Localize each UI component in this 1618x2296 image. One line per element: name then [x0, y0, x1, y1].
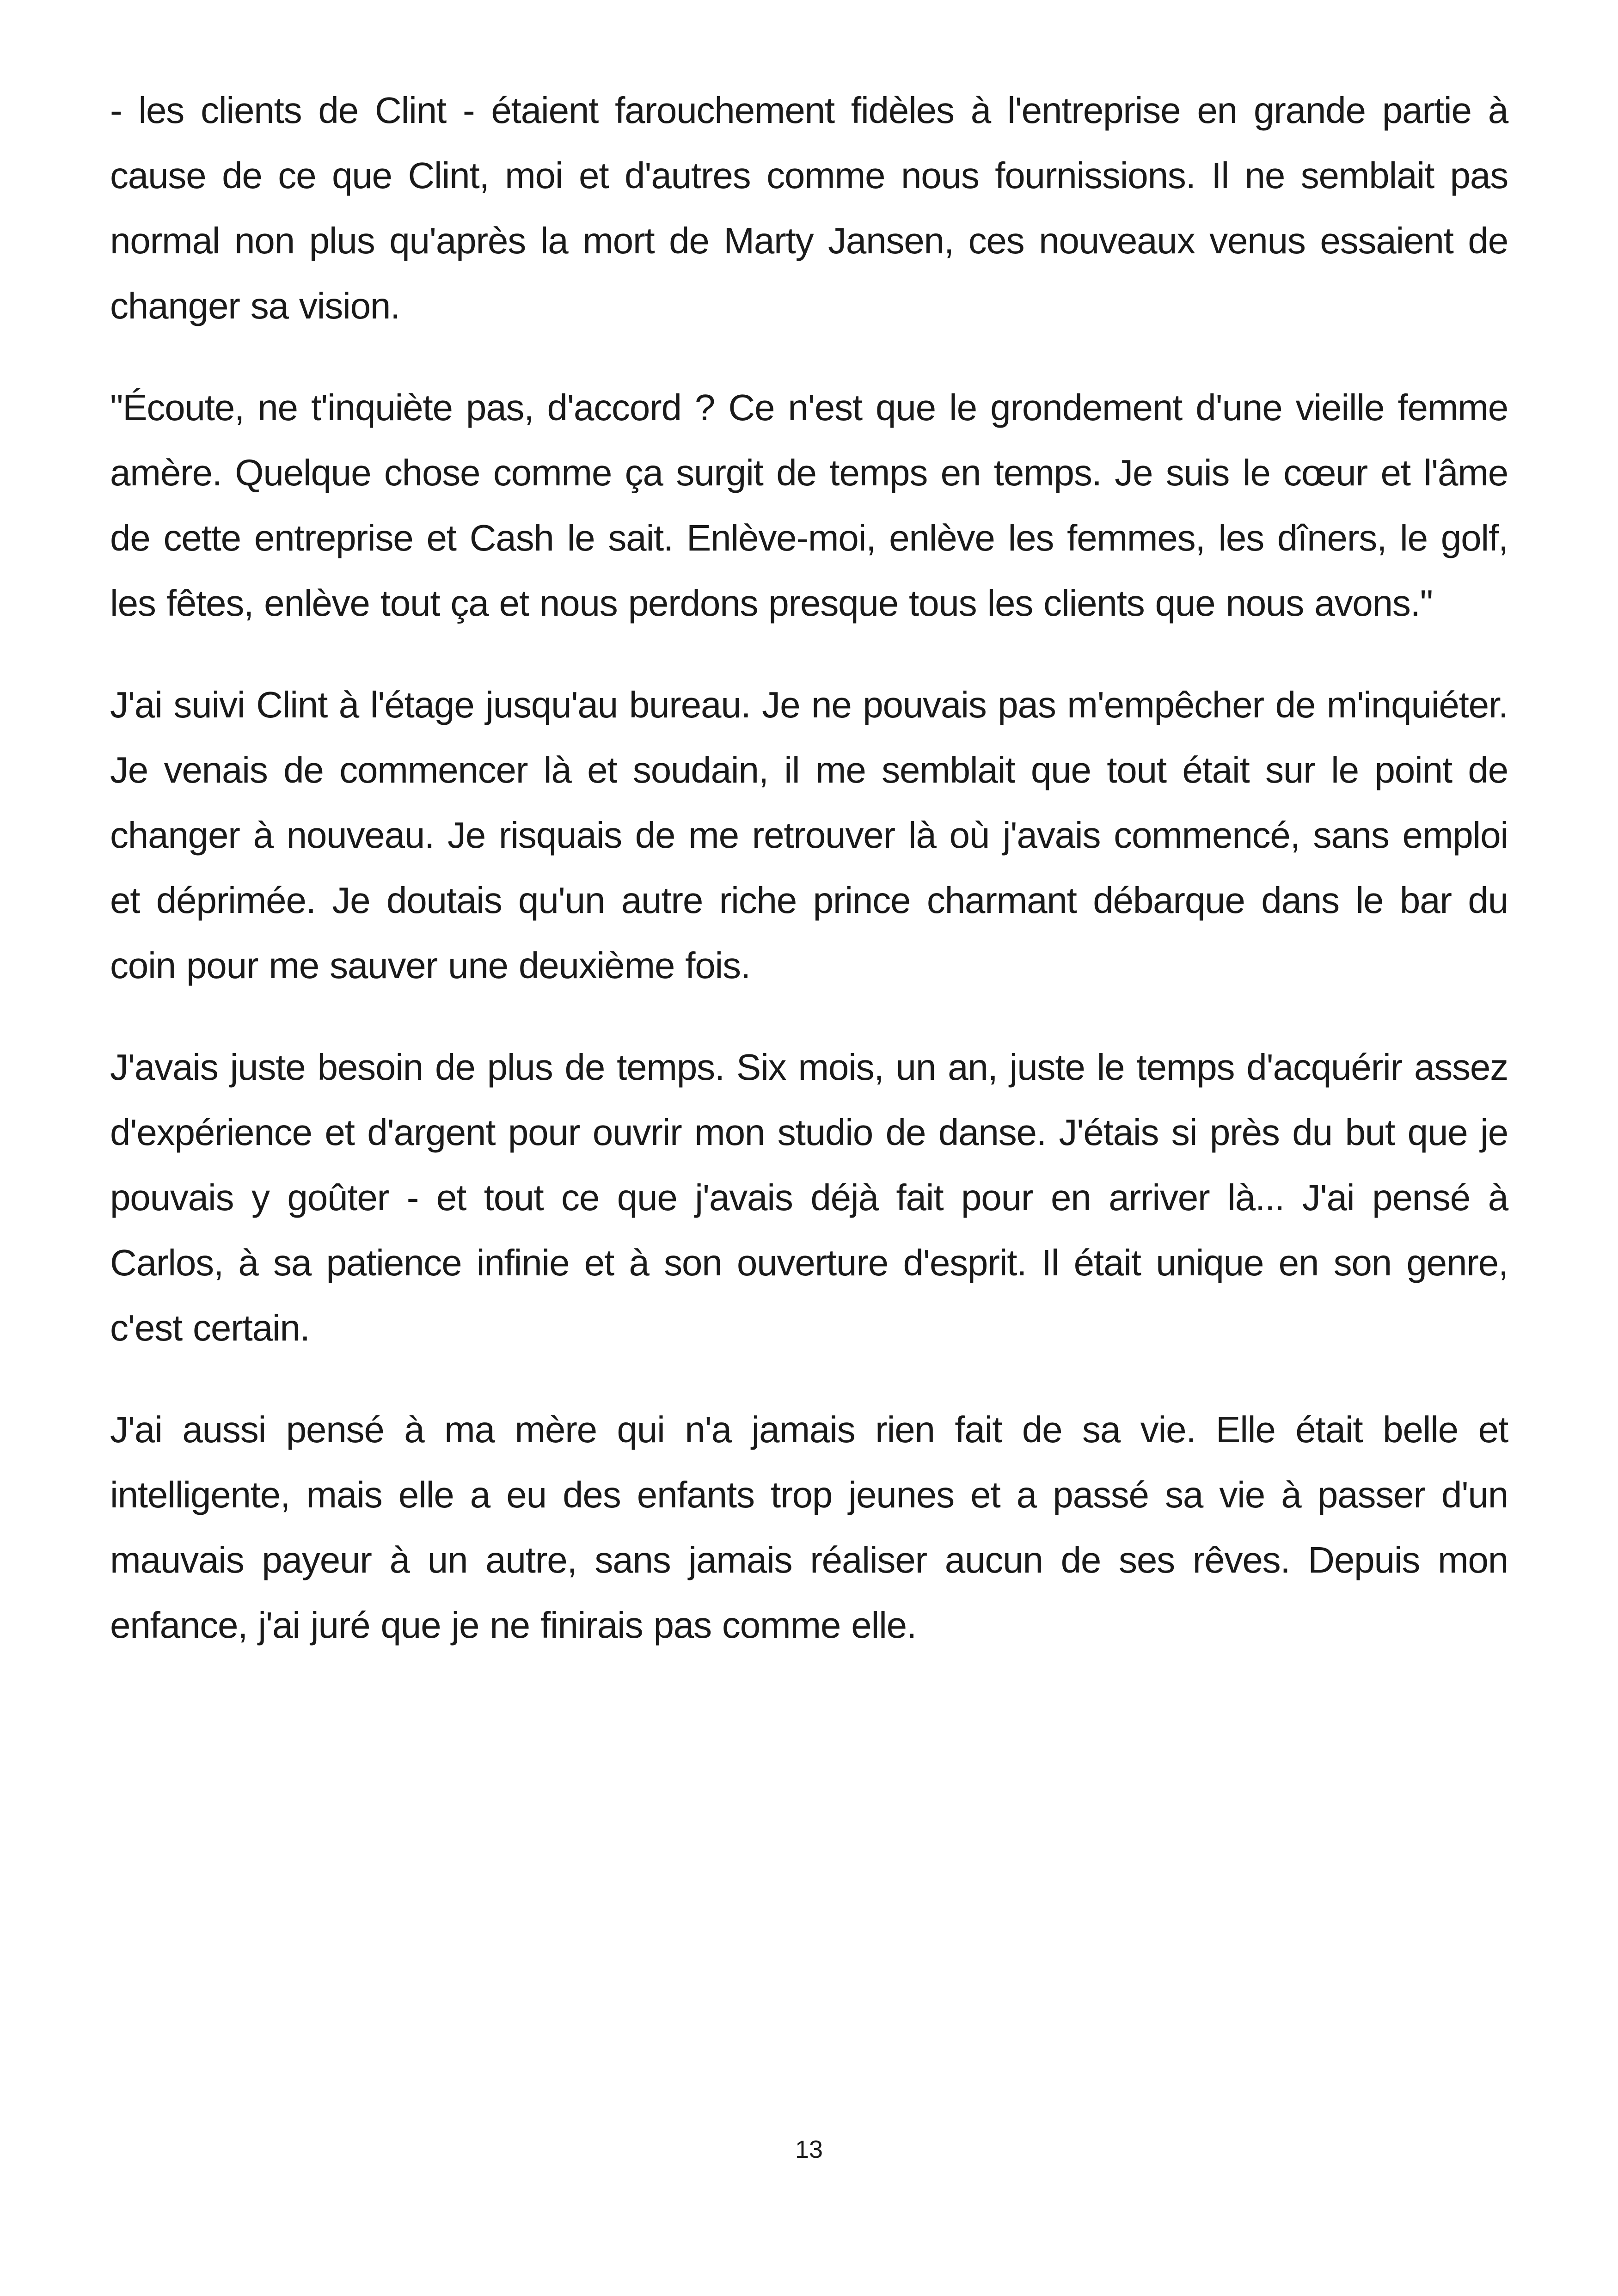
- paragraph-4: J'avais juste besoin de plus de temps. Six mois, un an, juste le temps d'acquérir assez d'expérience et d'argent pour ouvrir mon studio de danse. J'étais si près du but que je pouvais y goûter - et tout ce que j'avais déjà fait pour en arriver là... J'ai pensé à Carlos, à sa patience infinie et à son ouverture d'esprit. Il était unique en son genre, c'est certain.: [110, 1047, 1508, 1348]
- paragraph-2: "Écoute, ne t'inquiète pas, d'accord ? Ce n'est que le grondement d'une vieille femme amère. Quelque chose comme ça surgit de temps en temps. Je suis le cœur et l'âme de cette entreprise et Cash le sait. Enlève-moi, enlève les femmes, les dîners, le golf, les fêtes, enlève tout ça et nous perdons presque tous les clients que nous avons.": [110, 387, 1508, 624]
- paragraph-3: J'ai suivi Clint à l'étage jusqu'au bureau. Je ne pouvais pas m'empêcher de m'inquiéter. Je venais de commencer là et soudain, il me semblait que tout était sur le point de changer à nouveau. Je risquais de me retrouver là où j'avais commencé, sans emploi et déprimée. Je doutais qu'un autre riche prince charmant débarque dans le bar du coin pour me sauver une deuxième fois.: [110, 684, 1508, 986]
- page-number: 13: [795, 2136, 823, 2163]
- body-text: [110, 78, 1508, 1694]
- paragraph-5: J'ai aussi pensé à ma mère qui n'a jamais rien fait de sa vie. Elle était belle et intelligente, mais elle a eu des enfants trop jeunes et a passé sa vie à passer d'un mauvais payeur à un autre, sans jamais réaliser aucun de ses rêves. Depuis mon enfance, j'ai juré que je ne finirais pas comme elle.: [110, 1409, 1508, 1646]
- paragraph-1: - les clients de Clint - étaient farouchement fidèles à l'entreprise en grande partie à cause de ce que Clint, moi et d'autres comme nous fournissions. Il ne semblait pas normal non plus qu'après la mort de Marty Jansen, ces nouveaux venus essaient de changer sa vision.: [110, 90, 1508, 326]
